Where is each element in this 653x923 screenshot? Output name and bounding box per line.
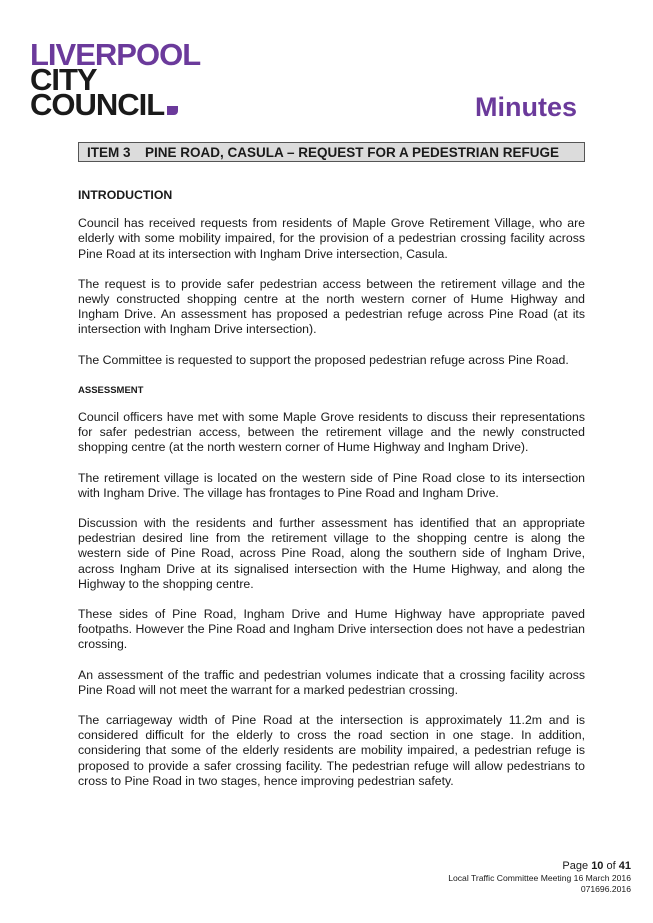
page-total: 41 — [618, 860, 631, 872]
page-of: of — [606, 860, 616, 872]
page-footer — [448, 859, 631, 895]
document-body — [78, 188, 585, 804]
introduction-heading: INTRODUCTION — [78, 188, 173, 202]
assessment-paragraph: Council officers have met with some Maple Grove residents to discuss their representations for safer pedestrian access, between the retirement village and the newly constructed shopping centre (at the north western corner of Hume Highway and Ingham Drive). — [78, 410, 585, 455]
logo-mark-icon — [167, 106, 178, 115]
logo-line-3-text: COUNCIL — [30, 87, 165, 122]
document-ref: 071696.2016 — [580, 884, 631, 894]
logo-line-3 — [30, 87, 200, 122]
intro-paragraph: Council has received requests from residents of Maple Grove Retirement Village, who are elderly with some mobility impaired, for the provision of a pedestrian crossing facility across Pine Road at its intersection with Ingham Drive intersection, Casula. — [78, 216, 585, 261]
assessment-heading: ASSESSMENT — [78, 384, 144, 396]
assessment-paragraph: These sides of Pine Road, Ingham Drive and Hume Highway have appropriate paved footpaths. However the Pine Road and Ingham Drive intersection does not have a pedestrian crossing. — [78, 607, 585, 652]
intro-paragraph: The Committee is requested to support the proposed pedestrian refuge across Pine Road. — [78, 352, 569, 367]
intro-paragraph: The request is to provide safer pedestrian access between the retirement village and the newly constructed shopping centre at the north western corner of Hume Highway and Ingham Drive. An assessment has proposed a pedestrian refuge across Pine Road (at its intersection with Ingham Drive intersection). — [78, 276, 585, 337]
document-title: Minutes — [474, 92, 577, 122]
assessment-paragraph: An assessment of the traffic and pedestrian volumes indicate that a crossing facility across Pine Road will not meet the warrant for a marked pedestrian crossing. — [78, 667, 585, 697]
page-number — [448, 859, 631, 873]
item-title: PINE ROAD, CASULA – REQUEST FOR A PEDESTRIAN REFUGE — [145, 145, 560, 160]
logo-line-2: CITY — [30, 62, 97, 97]
meeting-info: Local Traffic Committee Meeting 16 March 2016 — [448, 873, 631, 883]
council-logo — [30, 37, 201, 122]
item-number: ITEM 3 — [87, 145, 131, 160]
page-label: Page — [562, 860, 589, 872]
page-current: 10 — [591, 860, 604, 872]
assessment-paragraph: The retirement village is located on the western side of Pine Road close to its intersection with Ingham Drive. The village has frontages to Pine Road and Ingham Drive. — [78, 470, 585, 500]
logo-line-1: LIVERPOOL — [30, 37, 201, 72]
item-heading-bar — [78, 142, 585, 162]
assessment-paragraph: The carriageway width of Pine Road at the intersection is approximately 11.2m and is considered difficult for the elderly to cross the road section in one stage. In addition, considering that some of the elderly residents are mobility impaired, a pedestrian refuge is proposed to provide a safer crossing facility. The pedestrian refuge will allow pedestrians to cross to Pine Road in two stages, hence improving pedestrian safety. — [78, 713, 585, 788]
assessment-paragraph: Discussion with the residents and further assessment has identified that an appropriate pedestrian desired line from the retirement village to the shopping centre is along the western side of Pine Road, across Pine Road, along the southern side of Ingham Drive, across Ingham Drive at its signalised intersection with the Hume Highway, and along the Highway to the shopping centre. — [78, 516, 585, 591]
